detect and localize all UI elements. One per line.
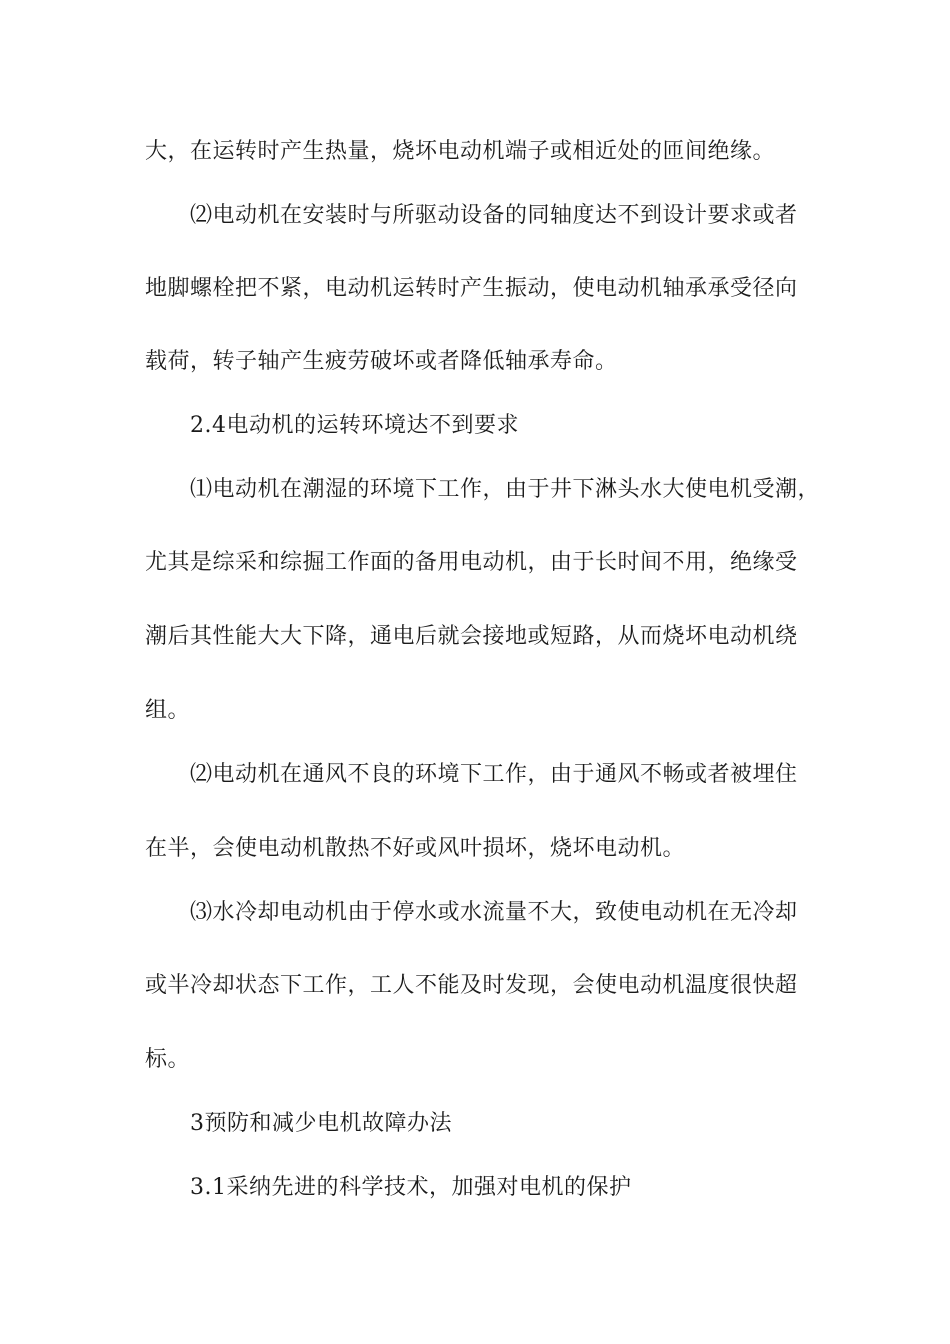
text-line: ⑵电动机在通风不良的环境下工作，由于通风不畅或者被埋住 bbox=[190, 762, 798, 787]
subsection-heading: 3.1采纳先进的科学技术，加强对电机的保护 bbox=[190, 1175, 632, 1200]
text-line: 潮后其性能大大下降，通电后就会接地或短路，从而烧坏电动机绕 bbox=[145, 624, 798, 649]
text-line: 标。 bbox=[145, 1047, 191, 1072]
text-line: 组。 bbox=[145, 698, 191, 723]
section-heading: 2.4电动机的运转环境达不到要求 bbox=[190, 413, 519, 438]
text-line: 尤其是综采和综掘工作面的备用电动机，由于长时间不用，绝缘受 bbox=[145, 550, 798, 575]
text-line: ⑵电动机在安装时与所驱动设备的同轴度达不到设计要求或者 bbox=[190, 203, 798, 228]
text-line: 或半冷却状态下工作，工人不能及时发现，会使电动机温度很快超 bbox=[145, 973, 798, 998]
text-line: 地脚螺栓把不紧，电动机运转时产生振动，使电动机轴承承受径向 bbox=[145, 276, 798, 301]
text-line: ⑴电动机在潮湿的环境下工作，由于井下淋头水大使电机受潮， bbox=[190, 477, 821, 502]
text-line: 载荷，转子轴产生疲劳破坏或者降低轴承寿命。 bbox=[145, 349, 618, 374]
text-line: 大，在运转时产生热量，烧坏电动机端子或相近处的匝间绝缘。 bbox=[145, 139, 776, 164]
text-line: ⑶水冷却电动机由于停水或水流量不大，致使电动机在无冷却 bbox=[190, 900, 798, 925]
section-heading: 3预防和减少电机故障办法 bbox=[190, 1111, 452, 1136]
text-line: 在半，会使电动机散热不好或风叶损坏，烧坏电动机。 bbox=[145, 836, 686, 861]
